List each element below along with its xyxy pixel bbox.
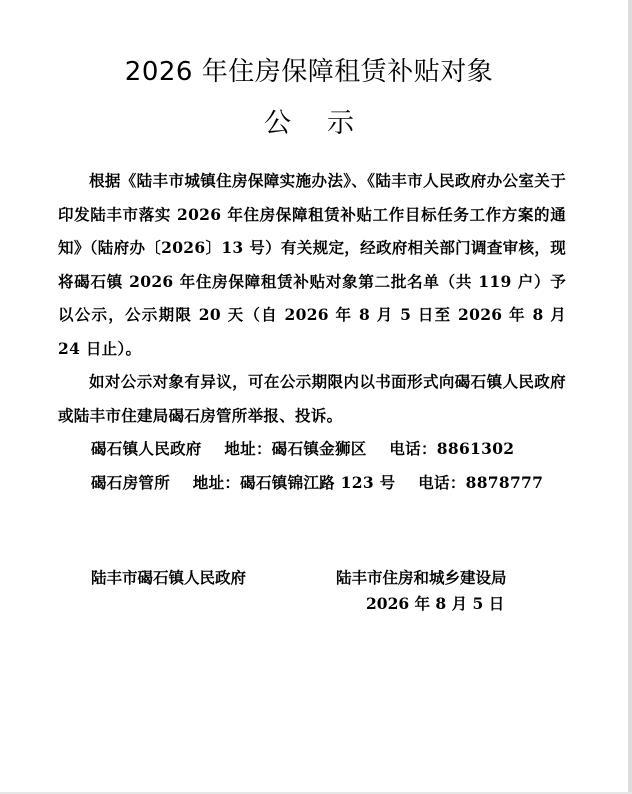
contact-town-government: 碣石镇人民政府 地址：碣石镇金狮区 电话：8861302 [91,439,515,458]
subtitle-char-2: 示 [327,108,354,139]
paragraph-notice: 根据《陆丰市城镇住房保障实施办法》、《陆丰市人民政府办公室关于印发陆丰市落实 2026 年住房保障租赁补贴工作目标任务工作方案的通知》（陆府办〔2026〕13 号）有关规定，经政府相关部门调查审核，现将碣石镇 2026 年住房保障租赁补贴对象第二批名单（共 119 户）予以公示，公示期限 20 天（自 2026 年 8 月 5 日至 2026 年 8 月 24 日止）。 [58,171,566,358]
contact-housing-office: 碣石房管所 地址：碣石镇锦江路 123 号 电话：8878777 [91,472,544,492]
document-title: 2026 年住房保障租赁补贴对象 [124,57,494,87]
paragraph-objection: 如对公示对象有异议，可在公示期限内以书面形式向碣石镇人民政府或陆丰市住建局碣石房管所举报、投诉。 [58,372,566,425]
page-right-border [628,0,632,794]
signature-date: 2026 年 8 月 5 日 [366,594,505,613]
document-subtitle [0,104,618,144]
signature-housing-bureau: 陆丰市住房和城乡建设局 [336,568,507,587]
subtitle-char-1: 公 [264,108,291,139]
signature-town-government: 陆丰市碣石镇人民政府 [91,568,247,587]
document-body [58,164,566,499]
